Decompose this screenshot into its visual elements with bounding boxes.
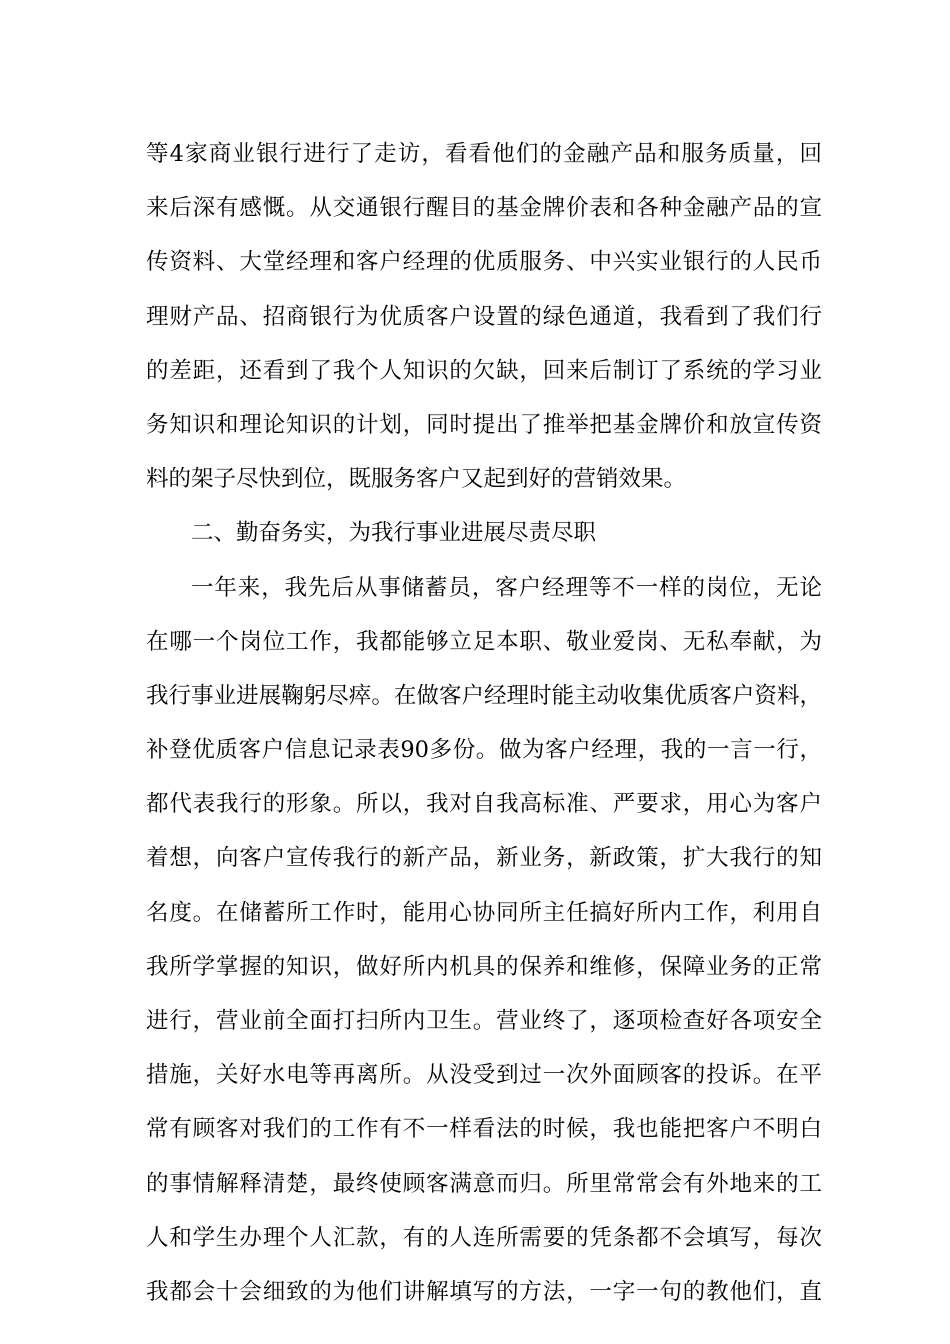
text-line: 着想，向客户宣传我行的新产品，新业务，新政策，扩大我行的知: [146, 845, 822, 872]
text-line: 进行，营业前全面打扫所内卫生。营业终了，逐项检查好各项安全: [146, 1008, 822, 1034]
text-line: 常有顾客对我们的工作有不一样看法的时候，我也能把客户不明白: [146, 1116, 822, 1143]
text-line: 在哪一个岗位工作，我都能够立足本职、敬业爱岗、无私奉献，为: [146, 628, 822, 655]
text-line: 的差距，还看到了我个人知识的欠缺，回来后制订了系统的学习业: [146, 357, 822, 384]
text-line: 措施，关好水电等再离所。从没受到过一次外面顾客的投诉。在平: [146, 1062, 822, 1089]
paragraph-2: [146, 561, 822, 1320]
text-line: 我行事业进展鞠躬尽瘁。在做客户经理时能主动收集优质客户资料，: [146, 682, 822, 709]
text-line: 务知识和理论知识的计划，同时提出了推举把基金牌价和放宣传资: [146, 411, 822, 438]
text-line: 料的架子尽快到位，既服务客户又起到好的营销效果。: [146, 466, 687, 493]
text-line: 等4家商业银行进行了走访，看看他们的金融产品和服务质量，回: [146, 141, 822, 167]
text-line: 的事情解释清楚，最终使顾客满意而归。所里常常会有外地来的工: [146, 1170, 822, 1197]
text-line: 人和学生办理个人汇款，有的人连所需要的凭条都不会填写，每次: [146, 1224, 822, 1251]
text-line: 我都会十会细致的为他们讲解填写的方法，一字一句的教他们，直: [146, 1278, 822, 1305]
text-line: 理财产品、招商银行为优质客户设置的绿色通道，我看到了我们行: [146, 303, 822, 330]
document-body: [146, 127, 822, 1319]
text-line: 名度。在储蓄所工作时，能用心协同所主任搞好所内工作，利用自: [146, 899, 822, 926]
paragraph-1: [146, 127, 822, 506]
text-line: 我所学掌握的知识，做好所内机具的保养和维修，保障业务的正常: [146, 953, 822, 980]
text-line: 都代表我行的形象。所以，我对自我高标准、严要求，用心为客户: [146, 791, 822, 818]
section-heading: 二、勤奋务实，为我行事业进展尽责尽职: [191, 520, 597, 547]
text-line: 传资料、大堂经理和客户经理的优质服务、中兴实业银行的人民币: [146, 249, 822, 276]
text-line: 来后深有感慨。从交通银行醒目的基金牌价表和各种金融产品的宣: [146, 195, 822, 222]
text-line: 补登优质客户信息记录表90多份。做为客户经理，我的一言一行，: [146, 737, 822, 764]
text-line: 一年来，我先后从事储蓄员，客户经理等不一样的岗位，无论: [191, 574, 822, 601]
